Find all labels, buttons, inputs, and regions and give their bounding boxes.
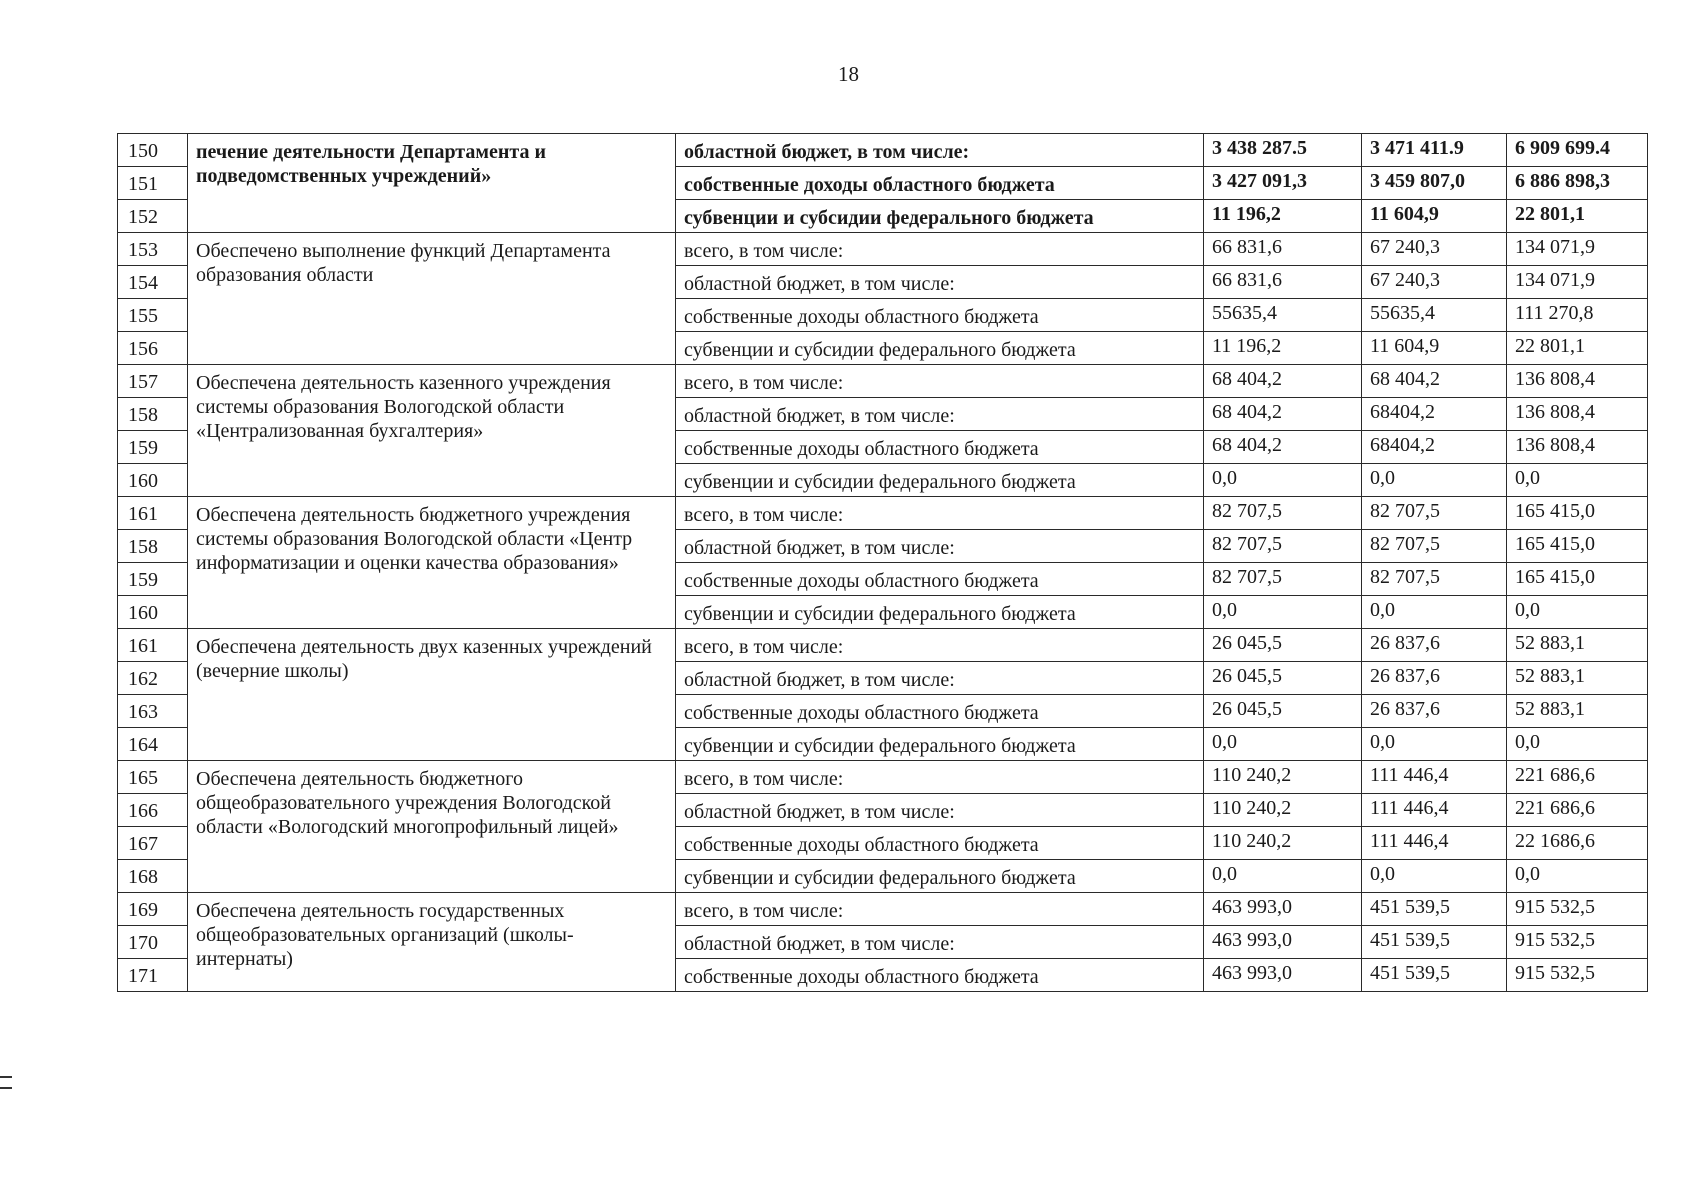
value-year-2: 55635,4 [1362, 299, 1507, 332]
value-year-1: 3 427 091,3 [1204, 167, 1362, 200]
margin-marks [0, 1076, 12, 1098]
value-year-1: 110 240,2 [1204, 794, 1362, 827]
value-year-2: 11 604,9 [1362, 200, 1507, 233]
funding-source: собственные доходы областного бюджета [676, 299, 1204, 332]
value-total: 165 415,0 [1507, 497, 1648, 530]
funding-source: собственные доходы областного бюджета [676, 431, 1204, 464]
value-year-2: 451 539,5 [1362, 926, 1507, 959]
value-year-1: 11 196,2 [1204, 332, 1362, 365]
value-total: 6 909 699.4 [1507, 134, 1648, 167]
value-total: 915 532,5 [1507, 893, 1648, 926]
value-total: 0,0 [1507, 860, 1648, 893]
funding-source: областной бюджет, в том числе: [676, 134, 1204, 167]
value-year-2: 0,0 [1362, 464, 1507, 497]
value-total: 915 532,5 [1507, 959, 1648, 992]
value-year-1: 66 831,6 [1204, 266, 1362, 299]
funding-source: субвенции и субсидии федерального бюджета [676, 332, 1204, 365]
value-year-2: 111 446,4 [1362, 827, 1507, 860]
funding-source: всего, в том числе: [676, 233, 1204, 266]
funding-source: субвенции и субсидии федерального бюджета [676, 728, 1204, 761]
value-total: 136 808,4 [1507, 431, 1648, 464]
row-number: 161 [118, 497, 188, 530]
value-year-1: 66 831,6 [1204, 233, 1362, 266]
value-year-1: 463 993,0 [1204, 959, 1362, 992]
value-year-2: 111 446,4 [1362, 761, 1507, 794]
value-year-1: 68 404,2 [1204, 398, 1362, 431]
value-year-2: 67 240,3 [1362, 233, 1507, 266]
value-total: 221 686,6 [1507, 761, 1648, 794]
value-year-1: 11 196,2 [1204, 200, 1362, 233]
row-number: 171 [118, 959, 188, 992]
group-description: Обеспечена деятельность государственных общеобразовательных организаций (школы-интернаты) [188, 893, 676, 992]
funding-source: собственные доходы областного бюджета [676, 695, 1204, 728]
funding-source: субвенции и субсидии федерального бюджета [676, 860, 1204, 893]
value-year-1: 68 404,2 [1204, 431, 1362, 464]
funding-source: областной бюджет, в том числе: [676, 530, 1204, 563]
value-year-1: 0,0 [1204, 464, 1362, 497]
value-year-1: 68 404,2 [1204, 365, 1362, 398]
value-year-2: 0,0 [1362, 596, 1507, 629]
value-year-1: 82 707,5 [1204, 497, 1362, 530]
funding-source: субвенции и субсидии федерального бюджета [676, 200, 1204, 233]
row-number: 166 [118, 794, 188, 827]
row-number: 156 [118, 332, 188, 365]
value-total: 111 270,8 [1507, 299, 1648, 332]
value-year-1: 26 045,5 [1204, 662, 1362, 695]
row-number: 169 [118, 893, 188, 926]
row-number: 165 [118, 761, 188, 794]
group-description: Обеспечена деятельность бюджетного учреждения системы образования Вологодской области «Центр информатизации и оценки качества образования» [188, 497, 676, 629]
table-row [118, 233, 1648, 266]
value-total: 134 071,9 [1507, 233, 1648, 266]
value-year-2: 26 837,6 [1362, 695, 1507, 728]
value-year-1: 110 240,2 [1204, 827, 1362, 860]
value-year-2: 11 604,9 [1362, 332, 1507, 365]
value-year-1: 463 993,0 [1204, 893, 1362, 926]
value-total: 165 415,0 [1507, 530, 1648, 563]
value-total: 221 686,6 [1507, 794, 1648, 827]
value-total: 0,0 [1507, 728, 1648, 761]
funding-source: всего, в том числе: [676, 497, 1204, 530]
funding-source: субвенции и субсидии федерального бюджета [676, 596, 1204, 629]
value-total: 52 883,1 [1507, 662, 1648, 695]
funding-source: областной бюджет, в том числе: [676, 794, 1204, 827]
row-number: 150 [118, 134, 188, 167]
value-year-1: 0,0 [1204, 860, 1362, 893]
value-total: 136 808,4 [1507, 365, 1648, 398]
value-total: 52 883,1 [1507, 629, 1648, 662]
funding-source: всего, в том числе: [676, 629, 1204, 662]
margin-tick [0, 1087, 12, 1089]
row-number: 161 [118, 629, 188, 662]
value-total: 52 883,1 [1507, 695, 1648, 728]
group-description: Обеспечена деятельность казенного учреждения системы образования Вологодской области «Централизованная бухгалтерия» [188, 365, 676, 497]
group-description: Обеспечена деятельность бюджетного общеобразовательного учреждения Вологодской области «Вологодский многопрофильный лицей» [188, 761, 676, 893]
value-total: 22 801,1 [1507, 200, 1648, 233]
value-year-2: 111 446,4 [1362, 794, 1507, 827]
value-total: 915 532,5 [1507, 926, 1648, 959]
row-number: 168 [118, 860, 188, 893]
value-total: 6 886 898,3 [1507, 167, 1648, 200]
row-number: 159 [118, 563, 188, 596]
row-number: 151 [118, 167, 188, 200]
group-description: Обеспечено выполнение функций Департамента образования области [188, 233, 676, 365]
value-year-1: 82 707,5 [1204, 563, 1362, 596]
row-number: 152 [118, 200, 188, 233]
row-number: 163 [118, 695, 188, 728]
value-total: 22 801,1 [1507, 332, 1648, 365]
funding-source: субвенции и субсидии федерального бюджета [676, 464, 1204, 497]
value-total: 0,0 [1507, 596, 1648, 629]
funding-source: областной бюджет, в том числе: [676, 266, 1204, 299]
value-total: 136 808,4 [1507, 398, 1648, 431]
table-row [118, 893, 1648, 926]
group-description: Обеспечена деятельность двух казенных учреждений (вечерние школы) [188, 629, 676, 761]
row-number: 170 [118, 926, 188, 959]
value-year-1: 110 240,2 [1204, 761, 1362, 794]
row-number: 164 [118, 728, 188, 761]
value-year-1: 26 045,5 [1204, 629, 1362, 662]
value-year-1: 0,0 [1204, 596, 1362, 629]
row-number: 155 [118, 299, 188, 332]
row-number: 158 [118, 398, 188, 431]
table-row [118, 629, 1648, 662]
value-year-1: 82 707,5 [1204, 530, 1362, 563]
row-number: 159 [118, 431, 188, 464]
value-year-2: 0,0 [1362, 728, 1507, 761]
value-year-2: 451 539,5 [1362, 893, 1507, 926]
table-row [118, 761, 1648, 794]
value-total: 0,0 [1507, 464, 1648, 497]
value-year-1: 3 438 287.5 [1204, 134, 1362, 167]
group-description: печение деятельности Департамента и подведомственных учреждений» [188, 134, 676, 233]
funding-source: собственные доходы областного бюджета [676, 827, 1204, 860]
budget-table [117, 133, 1648, 992]
value-year-2: 68404,2 [1362, 398, 1507, 431]
page-number: 18 [838, 62, 859, 86]
row-number: 167 [118, 827, 188, 860]
funding-source: всего, в том числе: [676, 761, 1204, 794]
row-number: 154 [118, 266, 188, 299]
value-year-2: 68404,2 [1362, 431, 1507, 464]
funding-source: всего, в том числе: [676, 893, 1204, 926]
value-year-2: 3 471 411.9 [1362, 134, 1507, 167]
value-year-2: 26 837,6 [1362, 629, 1507, 662]
table-row [118, 497, 1648, 530]
funding-source: областной бюджет, в том числе: [676, 398, 1204, 431]
value-year-1: 55635,4 [1204, 299, 1362, 332]
row-number: 153 [118, 233, 188, 266]
value-year-2: 26 837,6 [1362, 662, 1507, 695]
funding-source: областной бюджет, в том числе: [676, 662, 1204, 695]
row-number: 162 [118, 662, 188, 695]
value-total: 165 415,0 [1507, 563, 1648, 596]
funding-source: областной бюджет, в том числе: [676, 926, 1204, 959]
margin-tick [0, 1076, 12, 1078]
value-year-2: 82 707,5 [1362, 530, 1507, 563]
funding-source: собственные доходы областного бюджета [676, 959, 1204, 992]
value-year-2: 0,0 [1362, 860, 1507, 893]
funding-source: всего, в том числе: [676, 365, 1204, 398]
value-year-2: 82 707,5 [1362, 497, 1507, 530]
value-year-2: 82 707,5 [1362, 563, 1507, 596]
row-number: 160 [118, 596, 188, 629]
value-total: 134 071,9 [1507, 266, 1648, 299]
value-total: 22 1686,6 [1507, 827, 1648, 860]
table-row [118, 365, 1648, 398]
funding-source: собственные доходы областного бюджета [676, 563, 1204, 596]
funding-source: собственные доходы областного бюджета [676, 167, 1204, 200]
value-year-1: 463 993,0 [1204, 926, 1362, 959]
table-row [118, 134, 1648, 167]
row-number: 157 [118, 365, 188, 398]
value-year-2: 68 404,2 [1362, 365, 1507, 398]
value-year-1: 26 045,5 [1204, 695, 1362, 728]
row-number: 160 [118, 464, 188, 497]
value-year-2: 67 240,3 [1362, 266, 1507, 299]
value-year-2: 3 459 807,0 [1362, 167, 1507, 200]
budget-table-body [118, 134, 1648, 992]
row-number: 158 [118, 530, 188, 563]
value-year-2: 451 539,5 [1362, 959, 1507, 992]
value-year-1: 0,0 [1204, 728, 1362, 761]
